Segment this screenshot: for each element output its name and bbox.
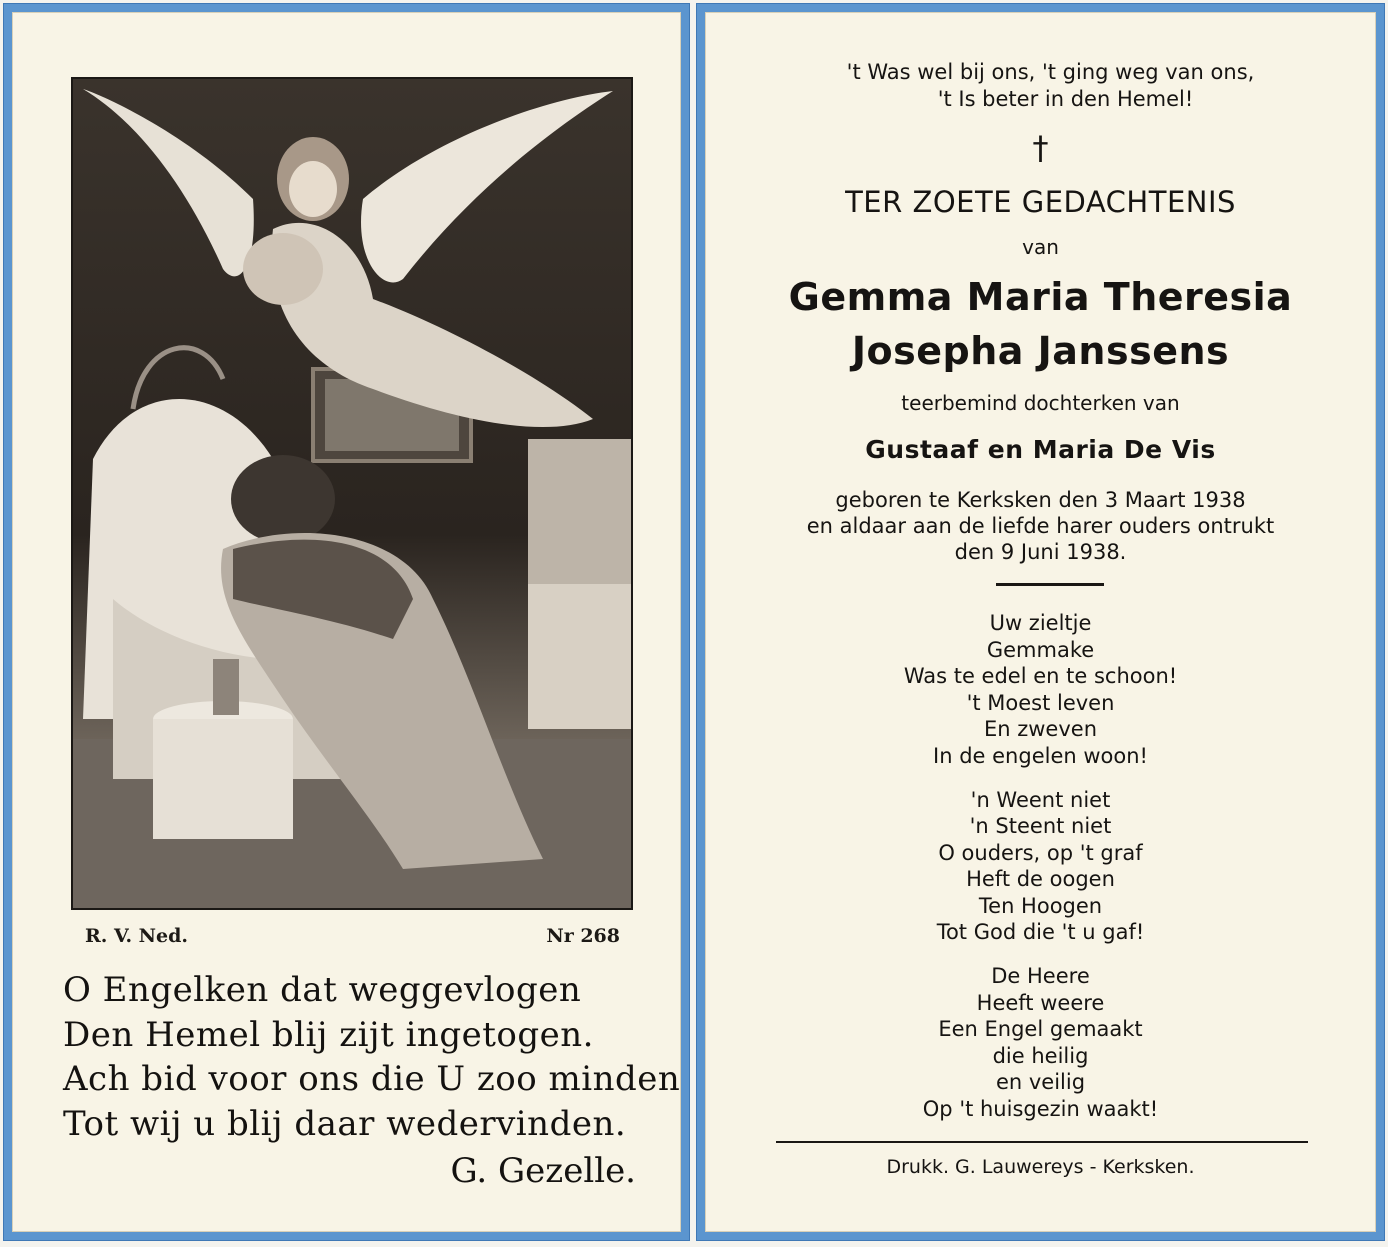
- motto-line: 't Was wel bij ons, 't ging weg van ons,: [846, 60, 1255, 84]
- death-text-line: en aldaar aan de liefde harer ouders ontrukt: [806, 514, 1275, 538]
- verse-line: 'n Weent niet: [970, 788, 1111, 812]
- poem-author: G. Gezelle.: [450, 1151, 636, 1191]
- verse-line: Heeft weere: [976, 991, 1105, 1015]
- right-card: [696, 3, 1385, 1241]
- divider-long: [776, 1141, 1308, 1143]
- divider-short: [996, 583, 1104, 586]
- verse-line: En zweven: [983, 717, 1098, 741]
- poem-line: O Engelken dat weggevlogen: [63, 970, 582, 1010]
- verse-line: Op 't huisgezin waakt!: [922, 1097, 1159, 1121]
- verse-line: 't Moest leven: [966, 691, 1115, 715]
- verse-line: In de engelen woon!: [933, 744, 1148, 768]
- poem-line: Den Hemel blij zijt ingetogen.: [63, 1014, 594, 1055]
- right-card-paper: [705, 12, 1376, 1232]
- verse-line: Heft de oogen: [966, 867, 1115, 891]
- verse-line: en veilig: [995, 1070, 1086, 1094]
- verse-line: Ten Hoogen: [978, 894, 1103, 918]
- verse-line: Was te edel en te schoon!: [903, 664, 1178, 688]
- van-label: van: [1022, 235, 1059, 259]
- verse-line: O ouders, op 't graf: [938, 841, 1143, 865]
- deceased-name-line: Gemma Maria Theresia: [788, 275, 1293, 319]
- printer-credit: Drukk. G. Lauwereys - Kerksken.: [886, 1156, 1195, 1178]
- angel-illustration: [71, 77, 633, 910]
- death-date-line: den 9 Juni 1938.: [954, 540, 1127, 564]
- relation-text: teerbemind dochterken van: [901, 391, 1180, 415]
- verse-line: Tot God die 't u gaf!: [936, 920, 1145, 944]
- publisher-code: R. V. Ned.: [85, 925, 189, 947]
- verse-line: Uw zieltje: [989, 611, 1092, 635]
- verse-line: Gemmake: [986, 638, 1095, 662]
- cross-icon: †: [1032, 129, 1049, 167]
- left-card-paper: [12, 12, 681, 1232]
- card-number: Nr 268: [546, 925, 620, 947]
- poem-line: Ach bid voor ons die U zoo minden: [63, 1059, 681, 1099]
- poem-line: Tot wij u blij daar wedervinden.: [63, 1103, 627, 1144]
- birth-date-line: geboren te Kerksken den 3 Maart 1938: [835, 488, 1246, 512]
- deceased-name-line: Josepha Janssens: [851, 329, 1230, 373]
- verse-line: Een Engel gemaakt: [938, 1017, 1143, 1041]
- gezelle-poem: [63, 968, 681, 1146]
- verse-line: 'n Steent niet: [969, 814, 1112, 838]
- motto-line: 't Is beter in den Hemel!: [937, 87, 1194, 111]
- angel-illustration-drawing: [73, 79, 631, 908]
- verse-line: De Heere: [991, 964, 1090, 988]
- left-card: [3, 3, 690, 1241]
- memorial-heading: TER ZOETE GEDACHTENIS: [845, 185, 1236, 219]
- parents-names: Gustaaf en Maria De Vis: [865, 435, 1216, 464]
- verse-line: die heilig: [992, 1044, 1089, 1068]
